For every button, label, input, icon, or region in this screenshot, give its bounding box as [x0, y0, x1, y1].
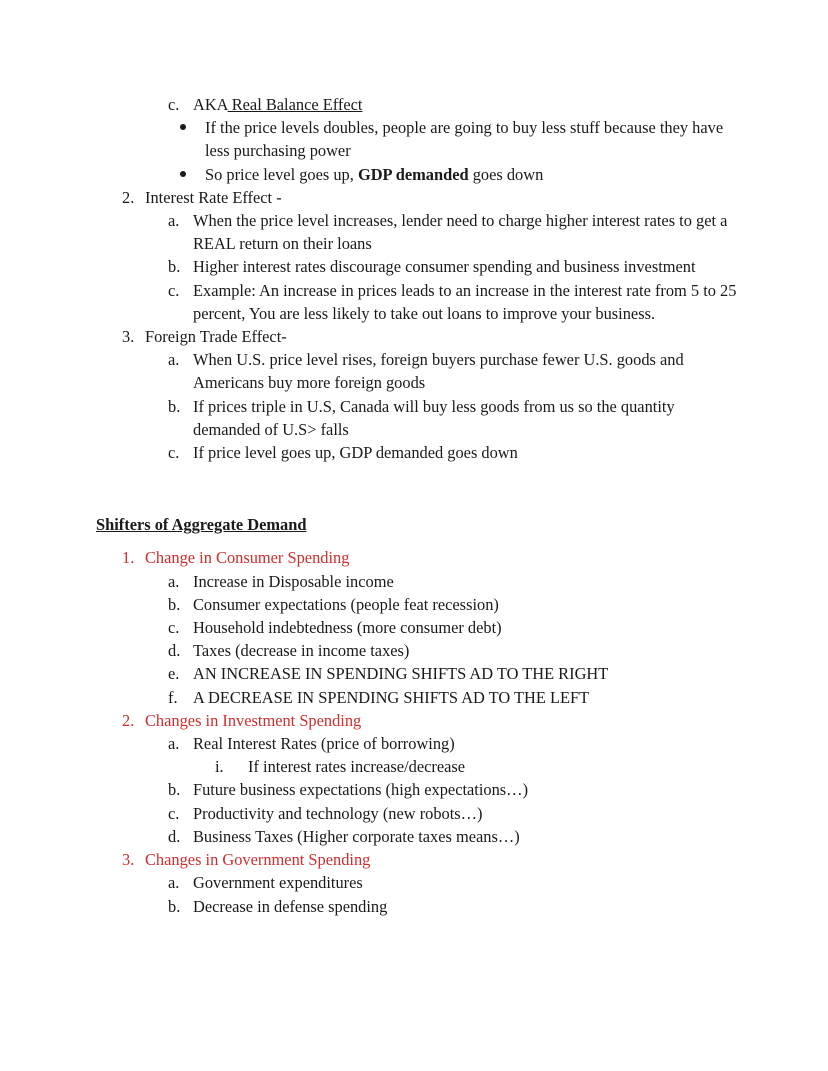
list-marker: b. [168, 780, 181, 800]
heading-spacer [96, 536, 741, 546]
list-item-text: Higher interest rates discourage consumer spending and business investment [193, 257, 696, 277]
list-item-text: Changes in Government Spending [145, 850, 371, 870]
text-bold-emphasis: GDP demanded [357, 164, 469, 184]
list-item [96, 895, 741, 918]
list-item-text: A DECREASE IN SPENDING SHIFTS AD TO THE LEFT [193, 687, 590, 707]
list-marker: 2. [122, 710, 135, 730]
list-marker: b. [168, 594, 181, 614]
text-underlined-part: Real Balance Effect [227, 95, 363, 114]
list-item-text: If price level goes up, GDP demanded goes down [193, 443, 518, 463]
list-marker: d. [168, 641, 181, 661]
list-item [96, 395, 741, 441]
list-item [96, 186, 741, 209]
list-marker: 3. [122, 850, 135, 870]
list-item [96, 325, 741, 348]
list-item [96, 778, 741, 801]
list-marker: a. [168, 873, 180, 893]
list-item-text: Household indebtedness (more consumer debt) [193, 618, 502, 638]
list-item-text [205, 163, 741, 186]
list-item-text: Real Interest Rates (price of borrowing) [193, 734, 455, 754]
list-marker: c. [168, 803, 180, 823]
list-item [96, 802, 741, 825]
list-item-text: When U.S. price level rises, foreign buyers purchase fewer U.S. goods and Americans buy more foreign goods [193, 350, 684, 393]
list-item [96, 732, 741, 755]
text-after-bold: goes down [468, 164, 544, 184]
list-item-text: Productivity and technology (new robots…) [193, 803, 483, 823]
list-item [96, 279, 741, 325]
list-item-text [193, 93, 741, 116]
list-marker: b. [168, 896, 181, 916]
list-item [96, 848, 741, 871]
list-item [96, 116, 741, 162]
list-item [96, 441, 741, 464]
list-item-text: Change in Consumer Spending [145, 548, 350, 568]
list-marker: i. [215, 757, 224, 777]
list-marker: d. [168, 826, 181, 846]
bullet-dot-icon [180, 124, 186, 130]
list-marker: f. [168, 687, 178, 707]
list-item [96, 871, 741, 894]
bullet-icon [180, 163, 205, 186]
list-item [96, 163, 741, 186]
list-item-text: Decrease in defense spending [193, 896, 388, 916]
list-marker: c. [168, 443, 180, 463]
list-item-text: Business Taxes (Higher corporate taxes means…) [193, 826, 520, 846]
list-marker: 2. [122, 187, 135, 207]
document-content [96, 93, 741, 918]
text-plain-part: AKA [193, 95, 228, 114]
list-marker: e. [168, 664, 180, 684]
list-item-text: Example: An increase in prices leads to an increase in the interest rate from 5 to 25 percent, You are less likely to take out loans to improve your business. [193, 280, 737, 323]
page-title: Shifters of Aggregate Demand [96, 515, 307, 535]
list-item-text: Changes in Investment Spending [145, 710, 362, 730]
list-marker: c. [168, 280, 180, 300]
list-marker: b. [168, 396, 181, 416]
list-marker: a. [168, 211, 180, 231]
list-item [96, 255, 741, 278]
list-item [96, 616, 741, 639]
list-marker: c. [168, 95, 180, 114]
list-item-text: Taxes (decrease in income taxes) [193, 641, 410, 661]
list-item-text: Future business expectations (high expectations…) [193, 780, 529, 800]
list-item [96, 639, 741, 662]
list-marker: b. [168, 257, 181, 277]
list-item [96, 546, 741, 569]
list-item [96, 348, 741, 394]
list-item-text: Increase in Disposable income [193, 571, 394, 591]
list-item [96, 686, 741, 709]
list-marker: 1. [122, 548, 135, 568]
list-item [96, 825, 741, 848]
list-item-text: AN INCREASE IN SPENDING SHIFTS AD TO THE RIGHT [193, 664, 609, 684]
bullet-icon [180, 116, 205, 139]
list-item-text: If prices triple in U.S, Canada will buy less goods from us so the quantity demanded of U.S> falls [193, 396, 675, 439]
list-marker: a. [168, 571, 180, 591]
list-item-text: Interest Rate Effect - [145, 187, 282, 207]
list-item-text: Foreign Trade Effect- [145, 327, 287, 347]
list-item [96, 709, 741, 732]
list-marker: a. [168, 734, 180, 754]
aggregate-demand-effects-list [96, 93, 741, 464]
list-marker: a. [168, 350, 180, 370]
shifters-list [96, 546, 741, 917]
list-item-text: Government expenditures [193, 873, 363, 893]
list-item [96, 593, 741, 616]
list-item [96, 209, 741, 255]
list-item-text: Consumer expectations (people feat recession) [193, 594, 499, 614]
list-item [96, 93, 741, 116]
list-marker: 3. [122, 327, 135, 347]
list-item-text: If interest rates increase/decrease [248, 757, 466, 777]
list-item [96, 570, 741, 593]
list-item [96, 755, 741, 778]
list-item-text: If the price levels doubles, people are going to buy less stuff because they have less purchasing power [205, 118, 724, 161]
bullet-dot-icon [180, 171, 186, 177]
list-item [96, 662, 741, 685]
list-marker: c. [168, 618, 180, 638]
list-item-text: When the price level increases, lender need to charge higher interest rates to get a REAL return on their loans [193, 211, 728, 254]
text-before-bold: So price level goes up, [205, 164, 358, 184]
section-spacer [96, 464, 741, 513]
